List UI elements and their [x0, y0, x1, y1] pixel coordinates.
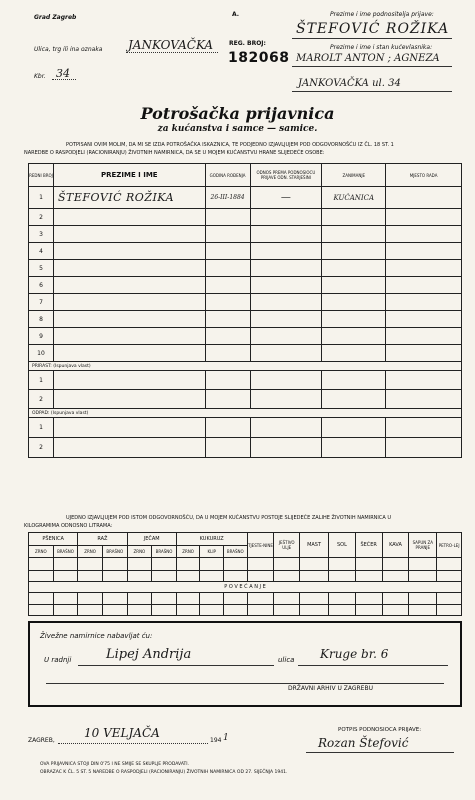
group-wheat: PŠENICA: [29, 533, 78, 546]
stock-sub-header: ZRNO BRAŠNO ZRNO BRAŠNO ZRNO BRAŠNO ZRNO KLIP BRAŠNO: [29, 546, 462, 558]
supplier-extra-line: [46, 683, 444, 684]
intro-text-2: NAREDBE O RASPODJELI (RACIONIRANJU) ŽIVOTNIH NAMIRNICA, DA SE U MOJEM KUĆANSTVU HRANE SLIJEDEĆE OSOBE:: [24, 150, 325, 156]
stock-row: [29, 605, 462, 616]
applicant-label: Prezime i ime podnositelja prijave:: [330, 11, 434, 18]
row-number: 1: [29, 418, 54, 438]
footer-date-line: [58, 743, 208, 744]
reg-label: REG. BROJ:: [229, 40, 266, 47]
row-number: 8: [29, 311, 54, 328]
supplier-label: Živežne namirnice nabavljat ću:: [40, 632, 153, 640]
header-relation: ODNOS PREMA PODNOSIOCU PRIJAVE ODN. STARJEŠINI: [250, 164, 322, 187]
stock-row: [29, 558, 462, 571]
odpad-header: [29, 409, 462, 418]
table-row: [29, 294, 462, 311]
group-soap: SAPUN ZA PRANJE: [409, 533, 437, 558]
applicant-line: [292, 38, 452, 39]
shop-label: U radnji: [44, 656, 72, 664]
stock-row: [29, 571, 462, 582]
povecanje-label: P O V E Ć A N J E: [29, 582, 462, 593]
row-number: 6: [29, 277, 54, 294]
persons-table-header: [29, 164, 462, 187]
footer-year-hand: 1: [223, 733, 229, 743]
prirast-label: PRIRAST: (Ispunjava vlast): [29, 362, 462, 371]
signature-label: POTPIS PODNOSIOCA PRIJAVE:: [338, 727, 422, 733]
supplier-box: [28, 621, 462, 707]
form-subtitle: za kućanstva i samce — samice.: [157, 124, 318, 134]
row-number: 2: [29, 209, 54, 226]
table-row: [29, 209, 462, 226]
supplier-street-label: ulica: [278, 656, 295, 664]
footer-year: 194: [210, 737, 222, 744]
street-label: Ulica, trg ili ina oznaka: [34, 46, 103, 53]
row-relation: —: [250, 187, 322, 209]
row-occupation: KUĆANICA: [322, 187, 386, 209]
table-row: [29, 243, 462, 260]
stock-text-1: UJEDNO IZJAVLJUJEM POD ISTOM ODGOVORNOŠĆU, DA U MOJEM KUĆANSTVU POSTOJE SLIJEDEĆE ZALIHE ŽIVOTNIH NAMIRNICA U: [66, 515, 392, 521]
header-occupation: ZANIMANJE: [322, 164, 386, 187]
header-name: PREZIME I IME: [53, 164, 205, 187]
table-row: [29, 438, 462, 458]
group-corn: KUKURUZ: [176, 533, 247, 546]
row-number: 1: [29, 187, 54, 209]
table-row: [29, 328, 462, 345]
group-lard: MAST: [300, 533, 329, 558]
prirast-header: [29, 362, 462, 371]
city-label: Grad Zagreb: [34, 14, 77, 21]
group-salt: SOL: [329, 533, 356, 558]
table-row: [29, 371, 462, 390]
form-letter: A.: [232, 11, 240, 18]
house-label: Kbr.: [34, 73, 46, 80]
row-number: 3: [29, 226, 54, 243]
table-row: [29, 187, 462, 209]
row-number: 7: [29, 294, 54, 311]
archive-stamp: DRŽAVNI ARHIV U ZAGREBU: [288, 685, 373, 692]
row-number: 5: [29, 260, 54, 277]
row-number: 2: [29, 390, 54, 409]
signature-line: [306, 752, 454, 753]
street-line: [126, 52, 218, 53]
supplier-street-line: [298, 665, 448, 666]
form-title: Potrošačka prijavnica: [140, 104, 335, 123]
supplier-street-value: Kruge br. 6: [320, 647, 389, 661]
group-coffee: KAVA: [382, 533, 409, 558]
footer-note-2: OBRAZAC K ČL. 5 ST. 5 NAREDBE O RASPODJELI (RACIONIRANJU) ŽIVOTNIH NAMIRNICA OD 27. SIJEČNJA 1941.: [40, 770, 288, 775]
owner-line-1: [292, 66, 452, 67]
table-row: [29, 277, 462, 294]
owner-value-2: JANKOVAČKA ul. 34: [298, 78, 401, 89]
table-row: [29, 390, 462, 409]
intro-text-1: POTPISANI OVIM MOLIM, DA MI SE IZDA POTROŠAČKA ISKAZNICA, TE PODJEDNO IZJAVLJUJEM POD ODGOVORNOŠĆU IZ ČL. 18 ST. 1: [66, 142, 394, 148]
table-row: [29, 418, 462, 438]
stock-text-2: KILOGRAMIMA ODNOSNO LITRAMA:: [24, 523, 113, 529]
persons-table: [28, 163, 462, 458]
applicant-value: ŠTEFOVIĆ ROŽIKA: [296, 21, 450, 37]
stock-group-header: [29, 533, 462, 546]
street-value: JANKOVAČKA: [128, 38, 214, 52]
stock-row: [29, 593, 462, 605]
house-line: [52, 79, 76, 80]
row-number: 1: [29, 371, 54, 390]
group-rye: RAŽ: [78, 533, 127, 546]
group-oil: JEŠTIVO ULJE: [274, 533, 300, 558]
shop-value: Lipej Andrija: [106, 647, 192, 662]
table-row: [29, 345, 462, 362]
group-barley: JEČAM: [127, 533, 176, 546]
group-petroleum: PETRO-LEJ: [437, 533, 462, 558]
row-number: 9: [29, 328, 54, 345]
owner-label: Prezime i ime i stan kućevlasnika:: [330, 44, 433, 51]
footer-date: 10 VELJAČA: [84, 726, 160, 740]
group-pasta: TJESTE-NINE: [247, 533, 274, 558]
signature-value: Rozan Štefović: [318, 736, 409, 750]
povecanje-row: [29, 582, 462, 593]
table-row: [29, 226, 462, 243]
table-row: [29, 311, 462, 328]
header-year: GODINA ROĐENJA: [205, 164, 250, 187]
owner-line-2: [292, 91, 452, 92]
shop-line: [78, 665, 274, 666]
row-name: ŠTEFOVIĆ ROŽIKA: [53, 187, 205, 209]
row-workplace: [386, 187, 462, 209]
stock-table: [28, 532, 462, 616]
owner-value-1: MAROLT ANTON ; AGNEZA: [296, 53, 440, 64]
row-number: 2: [29, 438, 54, 458]
reg-number: 182068: [228, 50, 290, 66]
header-ordinal: REDNI BROJ: [29, 164, 54, 187]
row-number: 4: [29, 243, 54, 260]
row-year: 26-III-1884: [205, 187, 250, 209]
odpad-label: ODPAD: (Ispunjava vlast): [29, 409, 462, 418]
row-number: 10: [29, 345, 54, 362]
table-row: [29, 260, 462, 277]
house-value: 34: [56, 67, 70, 80]
group-sugar: ŠEĆER: [355, 533, 382, 558]
header-workplace: MJESTO RADA: [386, 164, 462, 187]
footer-place: ZAGREB,: [28, 737, 55, 744]
footer-note-1: OVA PRIJAVNICA STOJI DIN 0'75 I NE SMIJE SE SKUPLJE PRODAVATI.: [40, 762, 190, 767]
